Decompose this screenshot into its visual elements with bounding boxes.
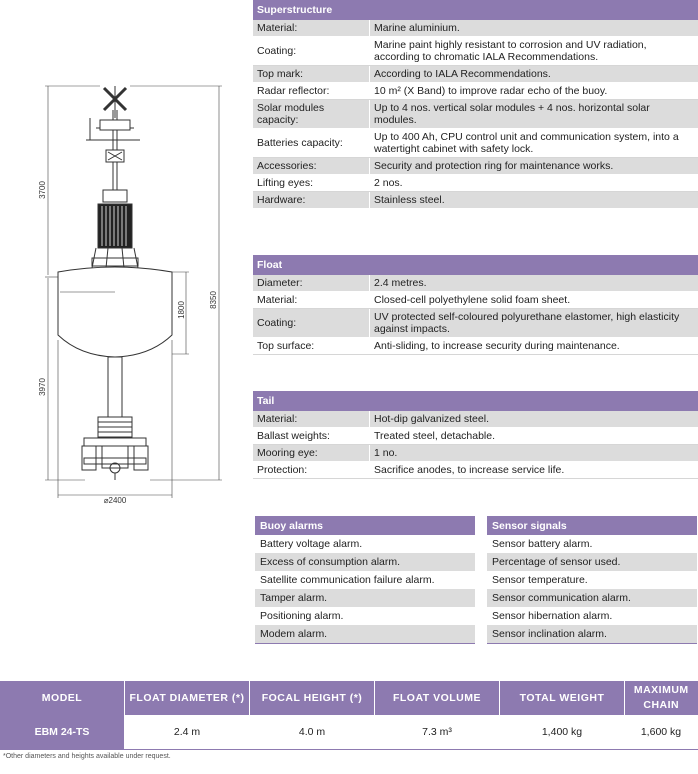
alarm-item: Battery voltage alarm. xyxy=(260,538,363,550)
spec-key: Top surface: xyxy=(253,338,370,355)
spec-value: 2.4 metres. xyxy=(370,275,698,292)
float-volume-value: 7.3 m³ xyxy=(375,715,500,750)
spec-key: Material: xyxy=(253,20,370,37)
sensor-item: Sensor battery alarm. xyxy=(492,538,593,550)
spec-value: Anti-sliding, to increase security during maintenance. xyxy=(370,338,698,355)
alarm-item: Excess of consumption alarm. xyxy=(255,553,475,571)
spec-key: Top mark: xyxy=(253,66,370,83)
col-focal-height: FOCAL HEIGHT (*) xyxy=(250,681,375,715)
col-float-volume: FLOAT VOLUME xyxy=(375,681,500,715)
dim-lower: 3970 xyxy=(38,378,47,396)
spec-key: Coating: xyxy=(253,37,370,66)
spec-key: Lifting eyes: xyxy=(253,175,370,192)
tail-title: Tail xyxy=(253,391,698,411)
spec-value: Security and protection ring for maintenance works. xyxy=(370,158,698,175)
spec-key: Radar reflector: xyxy=(253,83,370,100)
models-table xyxy=(0,681,698,750)
buoy-alarms-table xyxy=(255,516,475,644)
sensor-signals-table xyxy=(487,516,697,644)
col-float-diameter: FLOAT DIAMETER (*) xyxy=(125,681,250,715)
spec-value: Closed-cell polyethylene solid foam sheet. xyxy=(370,292,698,309)
spec-value: Marine aluminium. xyxy=(370,20,698,37)
sensor-item: Percentage of sensor used. xyxy=(487,553,697,571)
spec-value: Sacrifice anodes, to increase service life. xyxy=(370,462,698,479)
superstructure-title: Superstructure xyxy=(253,0,698,20)
alarm-item: Satellite communication failure alarm. xyxy=(260,574,435,586)
focal-height-value: 4.0 m xyxy=(250,715,375,750)
alarm-item: Tamper alarm. xyxy=(255,589,475,607)
spec-key: Material: xyxy=(253,292,370,309)
buoy-alarms-title: Buoy alarms xyxy=(255,516,475,535)
spec-key: Batteries capacity: xyxy=(253,129,370,158)
spec-key: Ballast weights: xyxy=(253,428,370,445)
sensor-item: Sensor temperature. xyxy=(492,574,588,586)
col-model: MODEL xyxy=(0,681,125,715)
footnote: *Other diameters and heights available under request. xyxy=(3,753,171,760)
col-total-weight: TOTAL WEIGHT xyxy=(500,681,625,715)
sensor-item: Sensor hibernation alarm. xyxy=(492,610,613,622)
spec-key: Protection: xyxy=(253,462,370,479)
spec-key: Coating: xyxy=(253,309,370,338)
dim-diameter: ⌀2400 xyxy=(103,496,127,505)
spec-value: 1 no. xyxy=(370,445,698,462)
alarm-item: Positioning alarm. xyxy=(260,610,344,622)
col-maximum-chain: MAXIMUM CHAIN xyxy=(625,681,698,715)
sensor-item: Sensor communication alarm. xyxy=(487,589,697,607)
alarm-item: Modem alarm. xyxy=(255,625,475,644)
spec-value: Up to 400 Ah, CPU control unit and communication system, into a watertight cabinet with safety lock. xyxy=(370,129,698,158)
maximum-chain-value: 1,600 kg xyxy=(625,715,698,750)
spec-value: 2 nos. xyxy=(370,175,698,192)
float-title: Float xyxy=(253,255,698,275)
spec-value: Treated steel, detachable. xyxy=(370,428,698,445)
sensor-item: Sensor inclination alarm. xyxy=(487,625,697,644)
sensor-signals-title: Sensor signals xyxy=(487,516,697,535)
spec-value: 10 m² (X Band) to improve radar echo of the buoy. xyxy=(370,83,698,100)
spec-value: Marine paint highly resistant to corrosion and UV radiation, according to chromatic IALA Recommendations. xyxy=(370,37,698,66)
spec-key: Accessories: xyxy=(253,158,370,175)
spec-value: Hot-dip galvanized steel. xyxy=(370,411,698,428)
dim-total: 8350 xyxy=(209,291,218,309)
superstructure-table xyxy=(253,0,698,209)
tail-table xyxy=(253,391,698,479)
float-table xyxy=(253,255,698,355)
dim-float: 1800 xyxy=(177,301,186,319)
spec-value: UV protected self-coloured polyurethane elastomer, high elasticity against impacts. xyxy=(370,309,698,338)
total-weight-value: 1,400 kg xyxy=(500,715,625,750)
spec-key: Mooring eye: xyxy=(253,445,370,462)
spec-value: Stainless steel. xyxy=(370,192,698,209)
spec-key: Diameter: xyxy=(253,275,370,292)
dim-upper: 3700 xyxy=(38,181,47,199)
spec-key: Solar modules capacity: xyxy=(253,100,370,129)
model-name: EBM 24-TS xyxy=(0,715,125,750)
spec-key: Material: xyxy=(253,411,370,428)
buoy-technical-drawing xyxy=(0,0,250,520)
spec-key: Hardware: xyxy=(253,192,370,209)
spec-value: According to IALA Recommendations. xyxy=(370,66,698,83)
float-diameter-value: 2.4 m xyxy=(125,715,250,750)
spec-value: Up to 4 nos. vertical solar modules + 4 nos. horizontal solar modules. xyxy=(370,100,698,129)
